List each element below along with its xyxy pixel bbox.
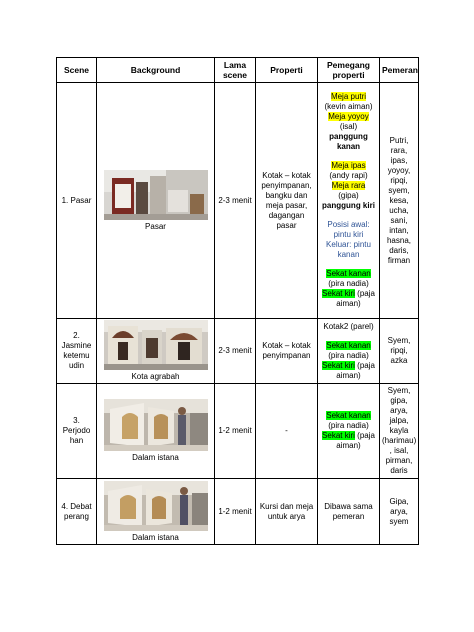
holder-line: (pira nadia) <box>328 279 369 288</box>
header-lama-scene: Lama scene <box>215 58 256 83</box>
table-row <box>57 319 419 384</box>
holder-line: (pira nadia) <box>328 421 369 430</box>
holder-line: Posisi awal: pintu kiri <box>327 220 370 239</box>
holder-line: panggung kanan <box>329 132 368 151</box>
table-row <box>57 83 419 319</box>
holder-line: Keluar: pintu kanan <box>326 240 371 259</box>
header-pemeran: Pemeran <box>380 58 419 83</box>
pemeran-cell: Putri, rara, ipas, yoyoy, ripqi, syem, kesa, ucha, sani, intan, hasna, daris, firman <box>380 83 419 319</box>
holder-line: Sekat kiri <box>322 289 355 298</box>
holder-line: panggung kiri <box>322 201 375 210</box>
properti-cell: Kotak – kotak penyimpanan, bangku dan meja pasar, dagangan pasar <box>256 83 318 319</box>
pemegang-cell <box>318 83 380 319</box>
holder-line: Sekat kiri <box>322 360 355 370</box>
properti-cell: Kursi dan meja untuk arya <box>256 479 318 545</box>
header-properti: Properti <box>256 58 318 83</box>
header-background: Background <box>97 58 215 83</box>
background-caption: Dalam istana <box>132 532 179 542</box>
lama-cell: 1-2 menit <box>215 479 256 545</box>
holder-line: Meja ipas <box>331 161 366 170</box>
pemegang-cell <box>318 384 380 479</box>
background-photo <box>104 320 208 370</box>
holder-line: Meja rara <box>331 181 366 190</box>
table-row <box>57 384 419 479</box>
holder-line: Sekat kanan <box>326 411 371 420</box>
scene-cell: 3. Perjodo han <box>57 384 97 479</box>
background-cell <box>97 319 215 384</box>
background-cell <box>97 384 215 479</box>
pemeran-cell: Gipa, arya, syem <box>380 479 419 545</box>
table-header-row <box>57 58 419 83</box>
table-row <box>57 479 419 545</box>
holder-line: Sekat kanan <box>326 269 371 278</box>
pemegang-cell: Dibawa sama pemeran <box>318 479 380 545</box>
holder-line: Meja putri <box>330 92 367 101</box>
holder-line: (gipa) <box>338 191 359 200</box>
lama-cell: 1-2 menit <box>215 384 256 479</box>
properti-cell: Kotak – kotak penyimpanan <box>256 319 318 384</box>
holder-line: (kevin aiman) <box>324 102 373 111</box>
header-scene: Scene <box>57 58 97 83</box>
holder-line: (andy rapi) <box>329 171 368 180</box>
properti-cell: - <box>256 384 318 479</box>
holder-line: (paja aiman) <box>336 360 375 380</box>
background-caption: Pasar <box>145 221 166 231</box>
pemeran-cell: Syem, gipa, arya, jalpa, kayla (harimau) , isal, pirman, daris <box>380 384 419 479</box>
scene-cell: 4. Debat perang <box>57 479 97 545</box>
background-caption: Dalam istana <box>132 453 179 462</box>
holder-line: Meja yoyoy <box>328 112 369 121</box>
background-cell <box>97 479 215 545</box>
scene-table <box>56 57 419 545</box>
background-photo <box>104 481 208 531</box>
background-cell <box>97 83 215 319</box>
background-photo <box>104 399 208 451</box>
scene-cell: 2. Jasmine ketemu udin <box>57 319 97 384</box>
holder-line: (paja aiman) <box>336 431 375 450</box>
holder-line: (pira nadia) <box>328 350 369 360</box>
holder-line: Sekat kanan <box>326 340 371 350</box>
pemeran-cell: Syem, ripqi, azka <box>380 319 419 384</box>
holder-line: (paja aiman) <box>336 289 375 308</box>
lama-cell: 2-3 menit <box>215 319 256 384</box>
holder-line: Kotak2 (parel) <box>323 321 374 331</box>
holder-line: Sekat kiri <box>322 431 355 440</box>
background-caption: Kota agrabah <box>131 372 180 381</box>
lama-cell: 2-3 menit <box>215 83 256 319</box>
scene-cell: 1. Pasar <box>57 83 97 319</box>
background-photo <box>104 170 208 220</box>
header-pemegang-properti: Pemegang properti <box>318 58 380 83</box>
pemegang-cell <box>318 319 380 384</box>
holder-line: (isal) <box>339 122 358 131</box>
